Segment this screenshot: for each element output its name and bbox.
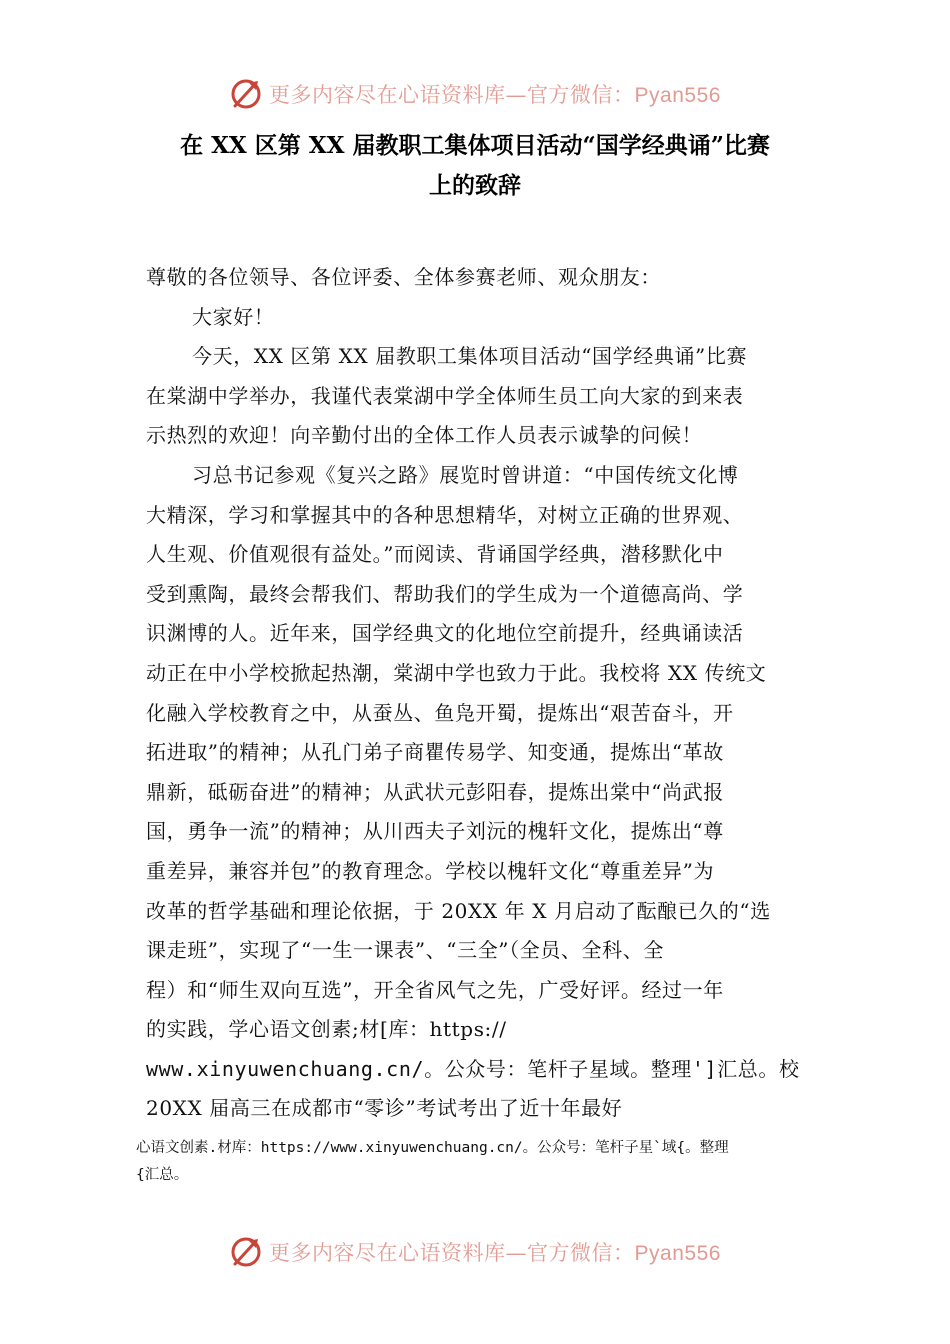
body-line: 20XX 届高三在成都市“零诊”考试考出了近十年最好 [146, 1096, 623, 1121]
body-line: 国，勇争一流”的精神；从川西夫子刘沅的槐轩文化，提炼出“尊 [146, 819, 724, 844]
body-line: 习总书记参观《复兴之路》展览时曾讲道：“中国传统文化博 [192, 462, 739, 487]
speech-body [146, 258, 810, 1129]
body-line: 重差异，兼容并包”的教育理念。学校以槐轩文化“尊重差异”为 [146, 858, 715, 883]
body-line: 鼎新，砥砺奋进”的精神；从武状元彭阳春，提炼出棠中“尚武报 [146, 779, 724, 804]
footnote-line-2: {汇总。 [136, 1167, 189, 1183]
salutation: 尊敬的各位领导、各位评委、全体参赛老师、观众朋友： [146, 265, 661, 289]
body-line: 示热烈的欢迎！向辛勤付出的全体工作人员表示诚挚的问候！ [146, 423, 703, 448]
footnote [136, 1135, 816, 1189]
body-line: 受到熏陶，最终会帮我们、帮助我们的学生成为一个道德高尚、学 [146, 581, 744, 606]
body-line: 识渊博的人。近年来，国学经典文的化地位空前提升，经典诵读活 [146, 621, 744, 646]
header-wechat-id: Pyan556 [634, 84, 721, 107]
footer-banner-text: 更多内容尽在心语资料库—官方微信：Pyan556 [269, 1241, 721, 1265]
body-line: 拓进取”的精神；从孔门弟子商瞿传易学、知变通，提炼出“革故 [146, 740, 724, 765]
body-line: 化融入学校教育之中，从蚕丛、鱼凫开蜀，提炼出“艰苦奋斗，开 [146, 700, 734, 725]
header-banner [0, 74, 950, 114]
header-banner-text: 更多内容尽在心语资料库—官方微信：Pyan556 [269, 83, 721, 107]
body-line: 今天，XX 区第 XX 届教职工集体项目活动“国学经典诵”比赛 [192, 344, 748, 369]
body-line: 课走班”，实现了“一生一课表”、“三全”（全员、全科、全 [146, 938, 664, 963]
document-title [100, 126, 850, 206]
pen-logo-icon [229, 1235, 263, 1269]
body-line: 的实践，学心语文创素;材[库：https:// [146, 1017, 507, 1042]
title-line-1: 在 XX 区第 XX 届教职工集体项目活动“国学经典诵”比赛 [180, 132, 770, 159]
footer-banner [0, 1232, 950, 1272]
footer-wechat-id: Pyan556 [634, 1242, 721, 1265]
body-line: 大精深，学习和掌握其中的各种思想精华，对树立正确的世界观、 [146, 502, 744, 527]
footnote-line-1: 心语文创素.材库：https://www.xinyuwenchuang.cn/。公众号：笔杆子星`域{。整理 [136, 1140, 729, 1156]
body-line-url: www.xinyuwenchuang.cn/。公众号：笔杆子星域。整理']汇总。校 [146, 1056, 800, 1081]
greeting: 大家好！ [192, 304, 275, 329]
body-line: 人生观、价值观很有益处。”而阅读、背诵国学经典，潜移默化中 [146, 542, 724, 567]
body-line: 在棠湖中学举办，我谨代表棠湖中学全体师生员工向大家的到来表 [146, 383, 744, 408]
body-line: 动正在中小学校掀起热潮，棠湖中学也致力于此。我校将 XX 传统文 [146, 660, 767, 685]
pen-logo-icon [229, 77, 263, 111]
title-line-2: 上的致辞 [429, 172, 521, 199]
body-line: 改革的哲学基础和理论依据，于 20XX 年 X 月启动了酝酿已久的“选 [146, 898, 771, 923]
body-line: 程）和“师生双向互选”，开全省风气之先，广受好评。经过一年 [146, 977, 724, 1002]
